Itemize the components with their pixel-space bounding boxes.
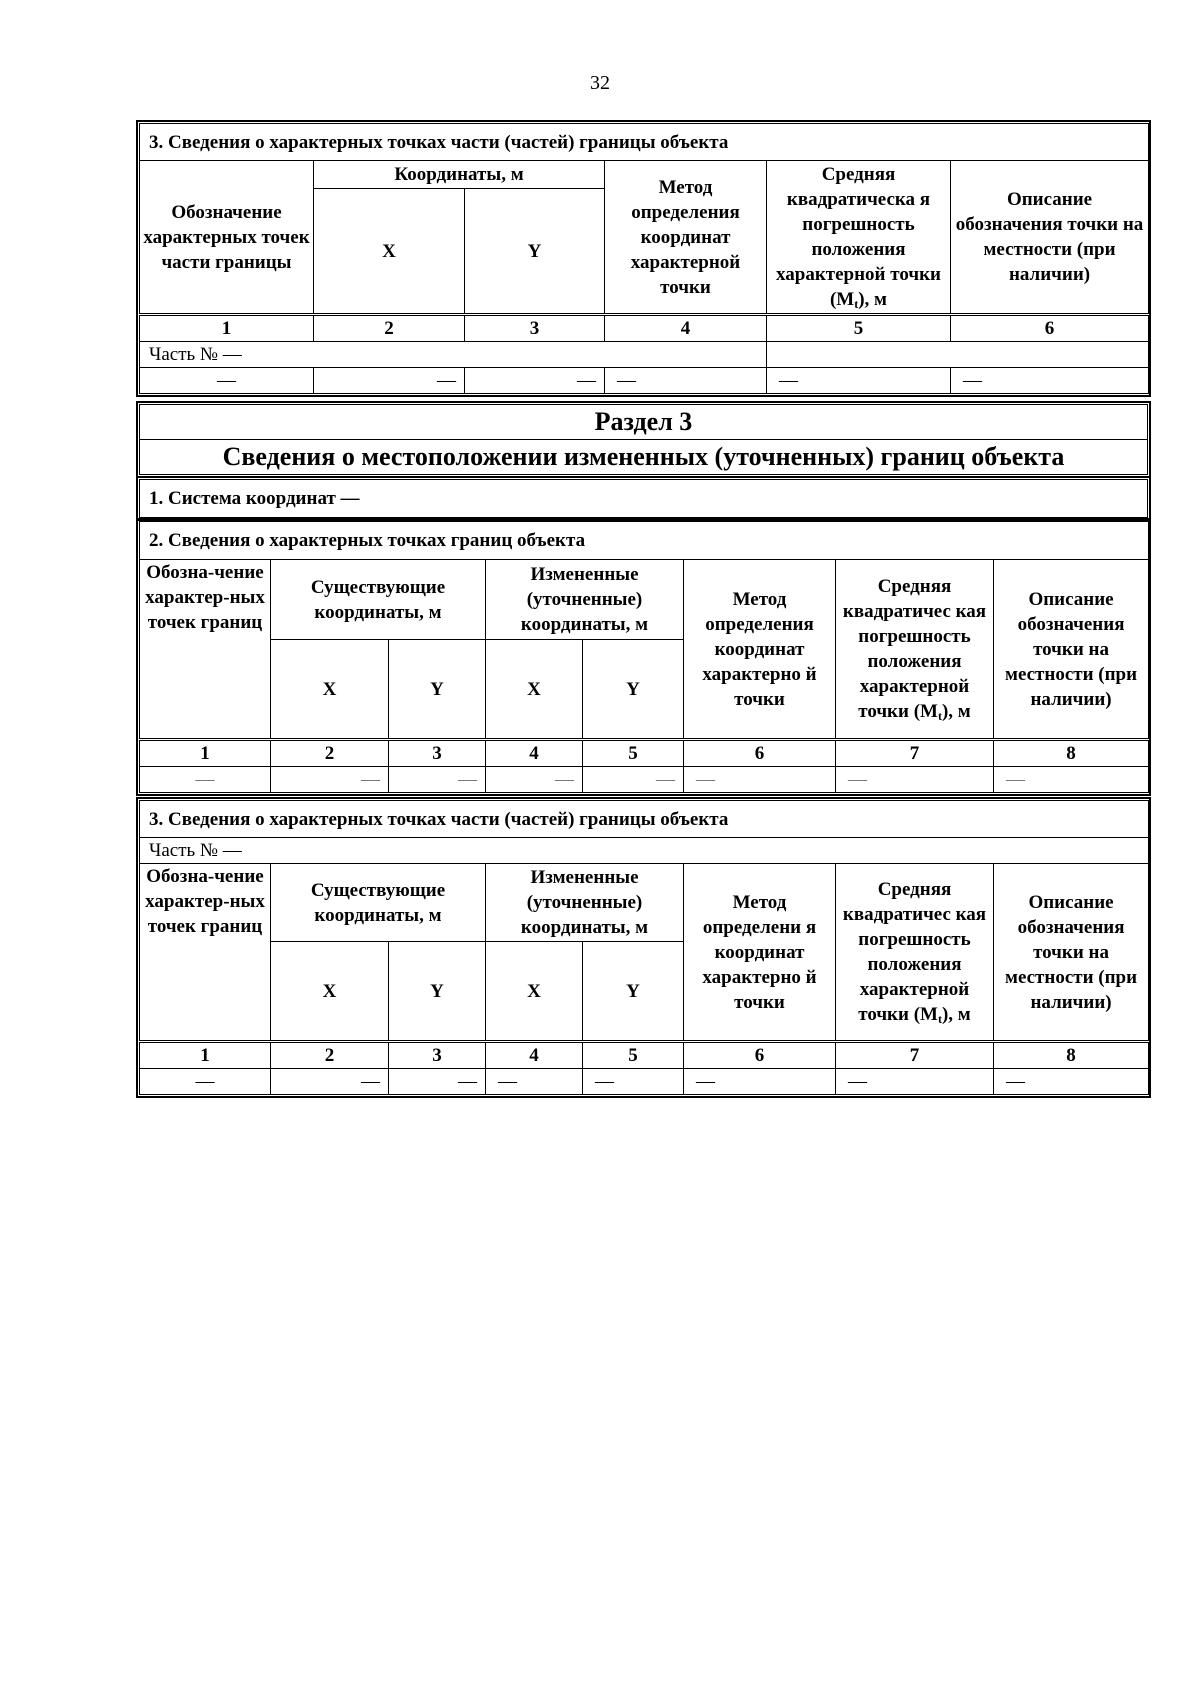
row-cell-description: — — [951, 368, 1149, 394]
row-cell-method: — — [684, 767, 836, 793]
row-cell-error: — — [767, 368, 951, 394]
header-existing-coords: Существующие координаты, м — [271, 864, 486, 942]
row-cell-changed-x: — — [486, 1069, 583, 1095]
row-cell-error: — — [836, 767, 994, 793]
header-designation: Обозна-чение характер-ных точек границ — [140, 560, 271, 740]
row-cell-changed-y: — — [583, 767, 684, 793]
col-num-7: 7 — [836, 1042, 994, 1069]
coord-system-block — [139, 479, 1148, 518]
part-label-empty — [767, 342, 1149, 368]
header-existing-y: Y — [389, 942, 486, 1042]
col-num-8: 8 — [994, 1042, 1149, 1069]
part-points-table-top — [139, 123, 1148, 394]
col-num-3: 3 — [389, 740, 486, 767]
row-cell-method: — — [684, 1069, 836, 1095]
col-num-5: 5 — [583, 740, 684, 767]
row-cell-description: — — [994, 767, 1149, 793]
col-num-4: 4 — [605, 315, 767, 342]
header-changed-x: X — [486, 640, 583, 740]
changed-part-points-title: 3. Сведения о характерных точках части (частей) границы объекта — [140, 801, 1149, 838]
header-method: Метод определени я координат характерно й точки — [684, 864, 836, 1042]
header-mean-error: Средняя квадратичес кая погрешность положения характерной точки $(M_t)$, м — [836, 560, 994, 740]
changed-points-title: 2. Сведения о характерных точках границ объекта — [140, 522, 1149, 560]
col-num-2: 2 — [271, 740, 389, 767]
changed-part-points-table — [139, 800, 1148, 1095]
header-method: Метод определения координат характерно й точки — [684, 560, 836, 740]
coord-system-label: 1. Система координат — — [140, 480, 1148, 518]
header-designation: Обозна-чение характер-ных точек границ — [140, 864, 271, 1042]
header-changed-coords: Измененные (уточненные) координаты, м — [486, 864, 684, 942]
col-num-4: 4 — [486, 1042, 583, 1069]
col-num-6: 6 — [684, 740, 836, 767]
header-mean-error: Средняя квадратическа я погрешность положения характерной точки $(M_t)$, м — [767, 161, 951, 315]
col-num-6: 6 — [684, 1042, 836, 1069]
header-changed-coords: Измененные (уточненные) координаты, м — [486, 560, 684, 640]
col-num-1: 1 — [140, 315, 314, 342]
col-num-4: 4 — [486, 740, 583, 767]
section-heading: Раздел 3 — [140, 405, 1148, 440]
col-num-6: 6 — [951, 315, 1149, 342]
col-num-8: 8 — [994, 740, 1149, 767]
page-number: 32 — [590, 72, 610, 94]
row-cell-designation: — — [140, 368, 314, 394]
header-y: Y — [465, 189, 605, 315]
header-description: Описание обозначения точки на местности (при наличии) — [994, 560, 1149, 740]
row-cell-designation: — — [140, 767, 271, 793]
header-mean-error: Средняя квадратичес кая погрешность положения характерной точки $(M_t)$, м — [836, 864, 994, 1042]
header-existing-x: X — [271, 640, 389, 740]
header-existing-coords: Существующие координаты, м — [271, 560, 486, 640]
section3-heading-block — [139, 404, 1148, 475]
col-num-3: 3 — [389, 1042, 486, 1069]
col-num-5: 5 — [767, 315, 951, 342]
changed-points-table — [139, 521, 1148, 793]
header-method: Метод определения координат характерной точки — [605, 161, 767, 315]
row-cell-designation: — — [140, 1069, 271, 1095]
part-label: Часть № — — [140, 342, 767, 368]
header-description: Описание обозначения точки на местности (при наличии) — [994, 864, 1149, 1042]
col-num-2: 2 — [314, 315, 465, 342]
row-cell-x: — — [314, 368, 465, 394]
header-changed-x: X — [486, 942, 583, 1042]
col-num-1: 1 — [140, 1042, 271, 1069]
section-subheading: Сведения о местоположении измененных (уточненных) границ объекта — [140, 440, 1148, 475]
row-cell-existing-y: — — [389, 767, 486, 793]
header-coordinates: Координаты, м — [314, 161, 605, 189]
col-num-1: 1 — [140, 740, 271, 767]
col-num-2: 2 — [271, 1042, 389, 1069]
row-cell-changed-y: — — [583, 1069, 684, 1095]
header-designation: Обозначение характерных точек части границы — [140, 161, 314, 315]
part-label: Часть № — — [140, 838, 1149, 864]
header-description: Описание обозначения точки на местности (при наличии) — [951, 161, 1149, 315]
row-cell-existing-x: — — [271, 767, 389, 793]
part-points-title: 3. Сведения о характерных точках части (частей) границы объекта — [140, 124, 1149, 161]
header-existing-y: Y — [389, 640, 486, 740]
col-num-5: 5 — [583, 1042, 684, 1069]
row-cell-method: — — [605, 368, 767, 394]
col-num-3: 3 — [465, 315, 605, 342]
row-cell-existing-y: — — [389, 1069, 486, 1095]
row-cell-changed-x: — — [486, 767, 583, 793]
header-changed-y: Y — [583, 640, 684, 740]
header-changed-y: Y — [583, 942, 684, 1042]
header-x: X — [314, 189, 465, 315]
row-cell-existing-x: — — [271, 1069, 389, 1095]
col-num-7: 7 — [836, 740, 994, 767]
header-existing-x: X — [271, 942, 389, 1042]
row-cell-error: — — [836, 1069, 994, 1095]
row-cell-description: — — [994, 1069, 1149, 1095]
row-cell-y: — — [465, 368, 605, 394]
